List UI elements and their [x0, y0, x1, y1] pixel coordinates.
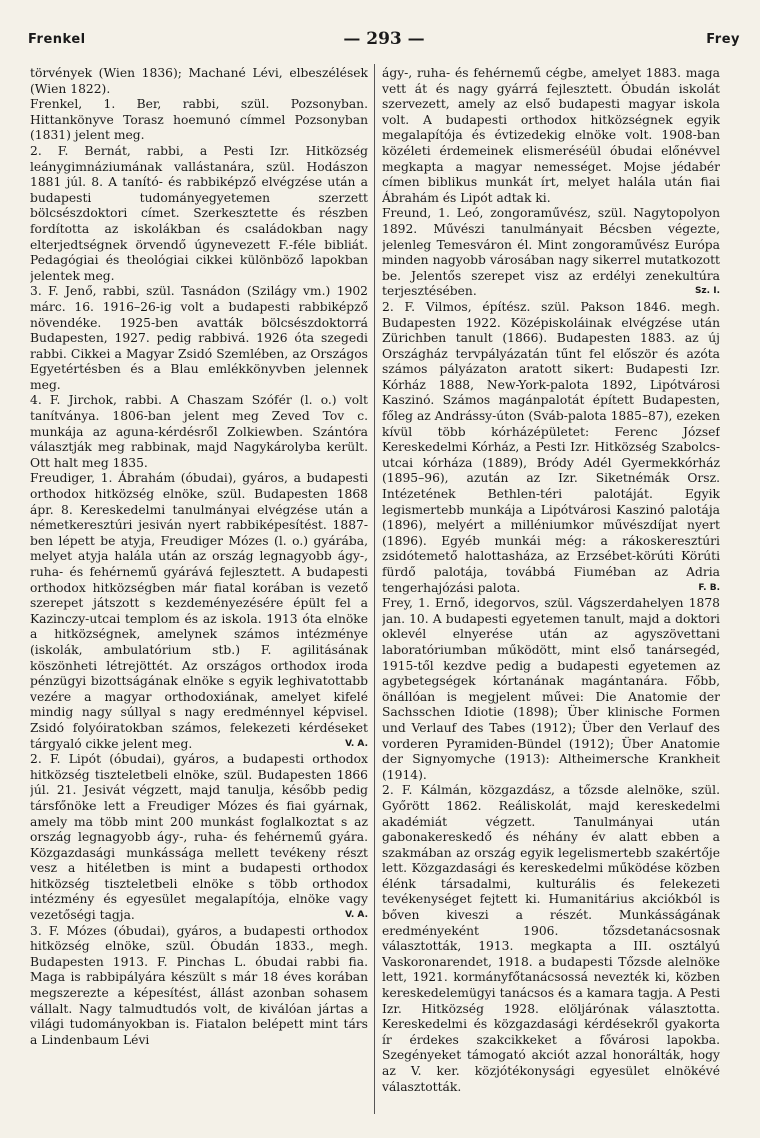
page-number: — 293 —: [343, 29, 425, 49]
author-signature: V. A.: [345, 910, 368, 921]
entry-frenkel-jirchok: 4. F. Jirchok, rabbi. A Chaszam Szófér (l. o.) volt tanítványa. 1806-ban jelent meg Zeved Tov c. munkája az aguna-kérdésről Zolkiewben. Szántóra választják meg rabbinak, majd Nagykárolyba került. Ott halt meg 1835.: [30, 393, 368, 470]
entry-freudiger-mozes: 3. F. Mózes (óbudai), gyáros, a budapesti orthodox hitközség elnöke, szül. Óbudán 1833., megh. Budapesten 1913. F. Pinchas L. óbudai rabbi fia. Maga is rabbipályára készült s már 18 éves korában megszerezte a képesítést, állást azonban sohasem vállalt. Nagy talmudtudós volt, de kiválóan jártas a világi tudományokban is. Fiatalon belépett mint társ a Lindenbaum Lévi: [30, 923, 368, 1047]
entry-freund-vilmos: [382, 300, 720, 596]
entry-frey-kalman: 2. F. Kálmán, közgazdász, a tőzsde alelnöke, szül. Győrött 1862. Reáliskolát, majd kereskedelmi akadémiát végzett. Tanulmányai után gabonakereskedő és néhány év alatt ebben a szakmában az ország egyik legelismertebb szakértője lett. Közgazdasági és kereskedelmi működése közben élénk társadalmi, kulturális és felekezeti tevékenységet fejtett ki. Humanitárius akciókból is bőven kiveszi a részét. Munkásságának eredményeként 1906. tőzsdetanácsosnak választották, 1913. megkapta a III. osztályú Vaskoronarendet, 1918. a budapesti Tőzsde alelnöke lett, 1921. kormányfőtanácsossá nevezték ki, közben kereskedelemügyi tanácsos és a kamara tagja. A Pesti Izr. Hitközség 1928. elöljárónak választotta. Kereskedelmi és közgazdasági kérdésekről gyakorta ír érdekes szakcikkeket a fővárosi lapokba. Szegényeket támogató akciót azzal honorálták, hogy az V. ker. közjótékonysági egyesület elnökévé választották.: [382, 783, 720, 1094]
running-head-left: Frenkel: [28, 32, 86, 47]
column-divider: [374, 64, 375, 1114]
entry-freudiger-abraham: [30, 471, 368, 752]
entry-continuation: ágy-, ruha- és fehérnemű cégbe, amelyet 1883. maga vett át és nagy gyárrá fejlesztett. Óbudán iskolát szervezett, amely az első budapesti magyar iskola volt. A budapesti orthodox hitközségnek egyik megalapítója és évtizedekig elnöke volt. 1908-ban közéleti érdemeinek elismeréséül óbudai előnévvel megkapta a magyar nemességet. Mojse jédabér címen biblikus munkát írt, melyet halála után fiai Ábrahám és Lipót adtak ki.: [382, 66, 720, 205]
author-signature: F. B.: [698, 582, 720, 593]
left-column: [30, 66, 368, 1126]
entry-frenkel-bernat: 2. F. Bernát, rabbi, a Pesti Izr. Hitközség leánygimnáziumának vallástanára, szül. Hodászon 1881 júl. 8. A tanító- és rabbiképző elvégzése után a budapesti tudományegyetemen szerzett bölcsészdoktori címet. Szerkesztette és részben fordította az iskolákban és családokban nagy elterjedtségnek örvendő úgynevezett F.-féle bibliát. Pedagógiai és theológiai cikkei különböző lapokban jelentek meg.: [30, 143, 368, 283]
author-signature: Sz. I.: [694, 286, 720, 297]
entry-paragraph: törvények (Wien 1836); Machané Lévi, elbeszélések (Wien 1822).: [30, 66, 368, 96]
running-head-right: Frey: [706, 32, 740, 47]
entry-freund-leo: [382, 206, 720, 300]
entry-text: Freund, 1. Leó, zongoraművész, szül. Nagytopolyon 1892. Művészi tanulmányait Bécsben végezte, jelenleg Temesváron él. Mint zongoraművész Európa minden nagyobb városában nagy sikerrel mutatkozott be. Jelentős szerepet visz az erdélyi zenekultúra terjesztésében.: [382, 206, 720, 299]
author-signature: V. A.: [345, 738, 368, 749]
entry-text: 2. F. Vilmos, építész. szül. Pakson 1846. megh. Budapesten 1922. Középiskoláinak elvégzése után Zürichben tanult (1866). Budapesten 1883. az új Országház tervpályázatán tűnt fel először és azóta számos pályázaton aratott sikert: Budapesti Izr. Kórház 1888, New-York-palota 1892, Lipótvárosi Kaszinó. Számos magánpalotát épített Budapesten, főleg az Andrássy-úton (Sváb-palota 1885–87), ezeken kívül több kórházépületet: Ferenc József Kereskedelmi Kórház, a Pesti Izr. Hitközség Szabolcs-utcai kórháza (1889), Bródy Adél Gyermekkórház (1895–96), azután az Izr. Siketnémák Orsz. Intézetének Bethlen-téri palotáját. Egyik legismertebb munkája a Lipótvárosi Kaszinó palotája (1896), melyért a milléniumkor művészdíjat nyert (1896). Egyéb munkái még: a rákoskeresztúri zsidótemető halottasháza, az Erzsébet-körúti Körúti fürdő palotája, továbbá Fiuméban az Adria tengerhajózási palota.: [382, 299, 720, 595]
entry-frey-erno: Frey, 1. Ernő, idegorvos, szül. Vágszerdahelyen 1878 jan. 10. A budapesti egyetemen tanult, majd a doktori oklevél elnyerése után az agyszövettani laboratóriumban működött, mint első tanársegéd, 1915-től kezdve pedig a budapesti egyetemen az agybetegségek kórtanának magántanára. Főbb, önállóan is megjelent művei: Die Anatomie der Sachsschen Idiotie (1898); Über klinische Formen und Verlauf des Tabes (1912); Über den Verlauf des vorderen Pyramiden-Bündel (1912); Über Anatomie der Signyomyche (1913): Altheimersche Krankheit (1914).: [382, 596, 720, 782]
entry-frenkel-ber: Frenkel, 1. Ber, rabbi, szül. Pozsonyban. Hittankönyve Torasz hoemunó címmel Pozsonyban (1831) jelent meg.: [30, 97, 368, 143]
right-column: [382, 66, 720, 1126]
page-header: [28, 29, 740, 54]
entry-frenkel-jeno: 3. F. Jenő, rabbi, szül. Tasnádon (Szilágy vm.) 1902 márc. 16. 1916–26-ig volt a budapesti rabbiképző növendéke. 1925-ben avatták bölcsészdoktorrá Budapesten, 1927. pedig rabbivá. 1926 óta szegedi rabbi. Cikkei a Magyar Zsidó Szemlében, az Országos Egyetértésben és a Blau emlékkönyvben jelennek meg.: [30, 284, 368, 392]
entry-text: Freudiger, 1. Ábrahám (óbudai), gyáros, a budapesti orthodox hitközség elnöke, szül. Budapesten 1868 ápr. 8. Kereskedelmi tanulmányai elvégzése után a németkeresztúri jesiván nyert rabbiképesítést. 1887-ben lépett be atyja, Freudiger Mózes (l. o.) gyárába, melyet atyja halála után az ország legnagyobb ágy-, ruha- és fehérnemű gyárává fejlesztett. A budapesti orthodox hitközségben már fiatal korában is vezető szerepet játszott s kezdeményezésére épült fel a Kazinczy-utcai templom és az iskola. 1913 óta elnöke a hitközségnek, amelynek számos intézménye (iskolák, ambulatórium stb.) F. agilitásának köszönheti létrejöttét. Az országos orthodox iroda pénzügyi bizottságának elnöke s egyik leghivatottabb vezére a magyar orthodoxiának, amelyet kifelé mindig nagy súllyal s nagy eredménnyel képvisel. Zsidó folyóiratokban számos, felekezeti kérdéseket tárgyaló cikke jelent meg.: [30, 471, 368, 751]
entry-freudiger-lipot: [30, 752, 368, 924]
entry-text: 2. F. Lipót (óbudai), gyáros, a budapesti orthodox hitközség tiszteletbeli elnöke, szül. Budapesten 1866 júl. 21. Jesivát végzett, majd tanulja, később pedig társfőnöke lett a Freudiger Mózes és fiai gyárnak, amely ma több mint 200 munkást foglalkoztat s az ország legnagyobb ágy-, ruha- és fehérnemű gyára. Közgazdasági munkássága mellett tevékeny részt vesz a hitéletben is mint a budapesti orthodox hitközség tiszteletbeli elnöke s több orthodox intézmény és egyesület megalapítója, elnöke vagy vezetőségi tagja.: [30, 752, 368, 923]
